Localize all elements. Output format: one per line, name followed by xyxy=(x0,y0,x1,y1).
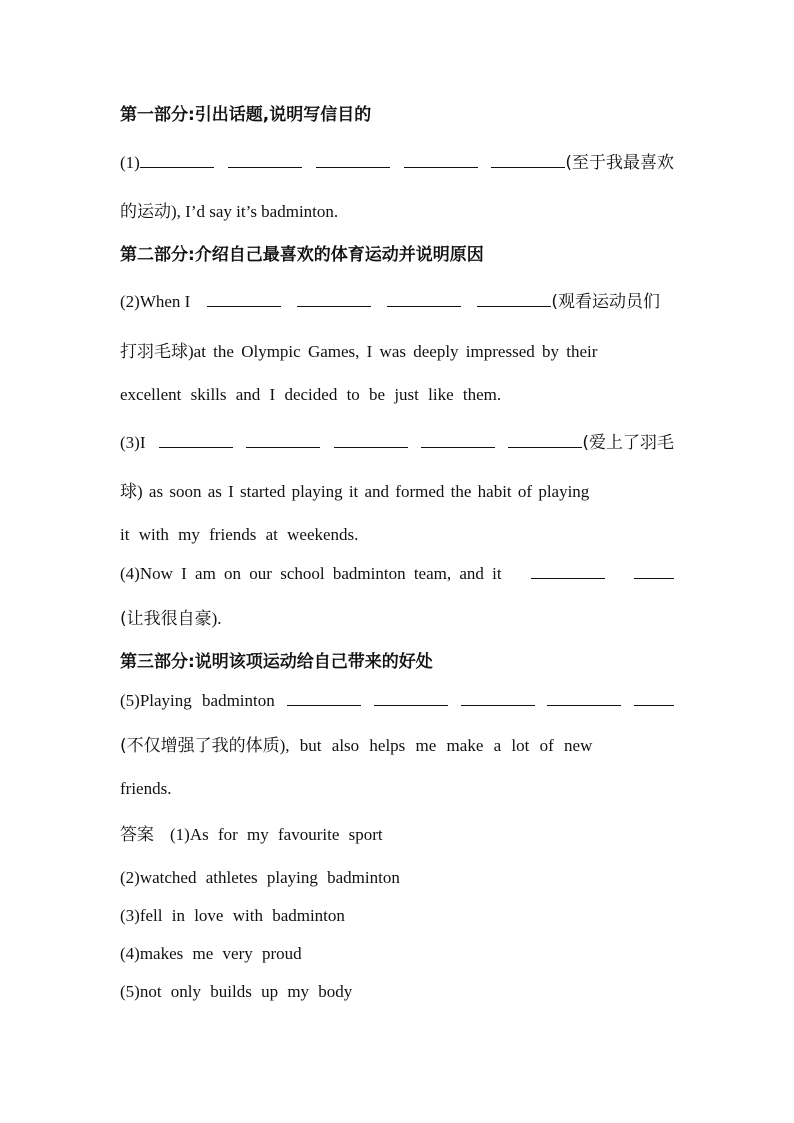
q3-text-3: it with my friends at weekends. xyxy=(120,525,359,544)
question-4-continued xyxy=(120,608,674,630)
blank[interactable] xyxy=(246,431,320,448)
question-3-continued xyxy=(120,481,674,503)
q1-number: (1) xyxy=(120,153,140,172)
q2-start: (2)When I xyxy=(120,292,191,311)
question-1-continued xyxy=(120,201,674,223)
q3-hint: (爱上了羽毛 xyxy=(582,433,674,453)
question-5-line3 xyxy=(120,778,674,800)
q2-hint-cont: 打羽毛球 xyxy=(120,342,188,362)
blank[interactable] xyxy=(477,290,551,307)
part2-heading: 第二部分:介绍自己最喜欢的体育运动并说明原因 xyxy=(120,245,484,265)
question-2-line3 xyxy=(120,384,674,406)
question-5-continued xyxy=(120,735,624,757)
q4-hint: (让我很自豪 xyxy=(120,609,212,629)
q2-text: )at the Olympic Games, I was deeply impressed by their xyxy=(188,342,598,361)
answer-text: (1)As for my favourite sport xyxy=(170,825,383,844)
q5-start: (5)Playing badminton xyxy=(120,691,275,710)
q3-hint-cont: 球 xyxy=(120,482,137,502)
q5-hint: (不仅增强了我的体质 xyxy=(120,736,280,756)
blank-with-hint xyxy=(508,431,674,454)
answer-text: (5)not only builds up my body xyxy=(120,982,353,1001)
answer-1 xyxy=(120,824,674,846)
blank[interactable] xyxy=(634,689,674,706)
blank[interactable] xyxy=(374,689,448,706)
question-3-line3 xyxy=(120,524,674,546)
blank[interactable] xyxy=(334,431,408,448)
answer-3 xyxy=(120,905,674,927)
q2-hint: (观看运动员们 xyxy=(551,292,660,312)
question-3 xyxy=(120,431,674,454)
q5-text: ), but also helps me make a lot of new xyxy=(279,736,593,755)
blank[interactable] xyxy=(207,290,281,307)
answer-text: (4)makes me very proud xyxy=(120,944,302,963)
blank[interactable] xyxy=(140,151,214,168)
answer-4 xyxy=(120,943,674,965)
blank[interactable] xyxy=(287,689,361,706)
blank[interactable] xyxy=(421,431,495,448)
question-1 xyxy=(120,151,674,174)
question-4 xyxy=(120,562,674,585)
q4-end: ). xyxy=(211,609,222,628)
blank[interactable] xyxy=(634,562,674,579)
blank[interactable] xyxy=(491,151,565,168)
q3-text: ) as soon as I started playing it and formed the habit of playing xyxy=(137,482,590,501)
part3-heading: 第三部分:说明该项运动给自己带来的好处 xyxy=(120,652,433,672)
blank[interactable] xyxy=(404,151,478,168)
q2-text-3: excellent skills and I decided to be just like them. xyxy=(120,385,502,404)
answer-2 xyxy=(120,867,674,889)
q3-start: (3)I xyxy=(120,433,146,452)
question-2-continued xyxy=(120,341,654,363)
question-5 xyxy=(120,689,674,712)
question-2 xyxy=(120,290,660,313)
blank-with-hint xyxy=(477,290,660,313)
q5-text-3: friends. xyxy=(120,779,172,798)
q1-hint: (至于我最喜欢 xyxy=(565,153,674,173)
blank[interactable] xyxy=(228,151,302,168)
answer-text: (2)watched athletes playing badminton xyxy=(120,868,400,887)
q1-hint-cont: 的运动 xyxy=(120,202,171,222)
blank[interactable] xyxy=(461,689,535,706)
q1-text: ), I’d say it’s badminton. xyxy=(171,202,339,221)
answer-label: 答案 xyxy=(120,825,154,845)
blank[interactable] xyxy=(531,562,605,579)
blank[interactable] xyxy=(316,151,390,168)
blank[interactable] xyxy=(297,290,371,307)
part1-heading: 第一部分:引出话题,说明写信目的 xyxy=(120,105,372,125)
blank[interactable] xyxy=(159,431,233,448)
blank[interactable] xyxy=(387,290,461,307)
answer-text: (3)fell in love with badminton xyxy=(120,906,345,925)
answer-5 xyxy=(120,981,674,1003)
blank[interactable] xyxy=(547,689,621,706)
blank[interactable] xyxy=(508,431,582,448)
q4-start: (4)Now I am on our school badminton team, and it xyxy=(120,564,502,583)
